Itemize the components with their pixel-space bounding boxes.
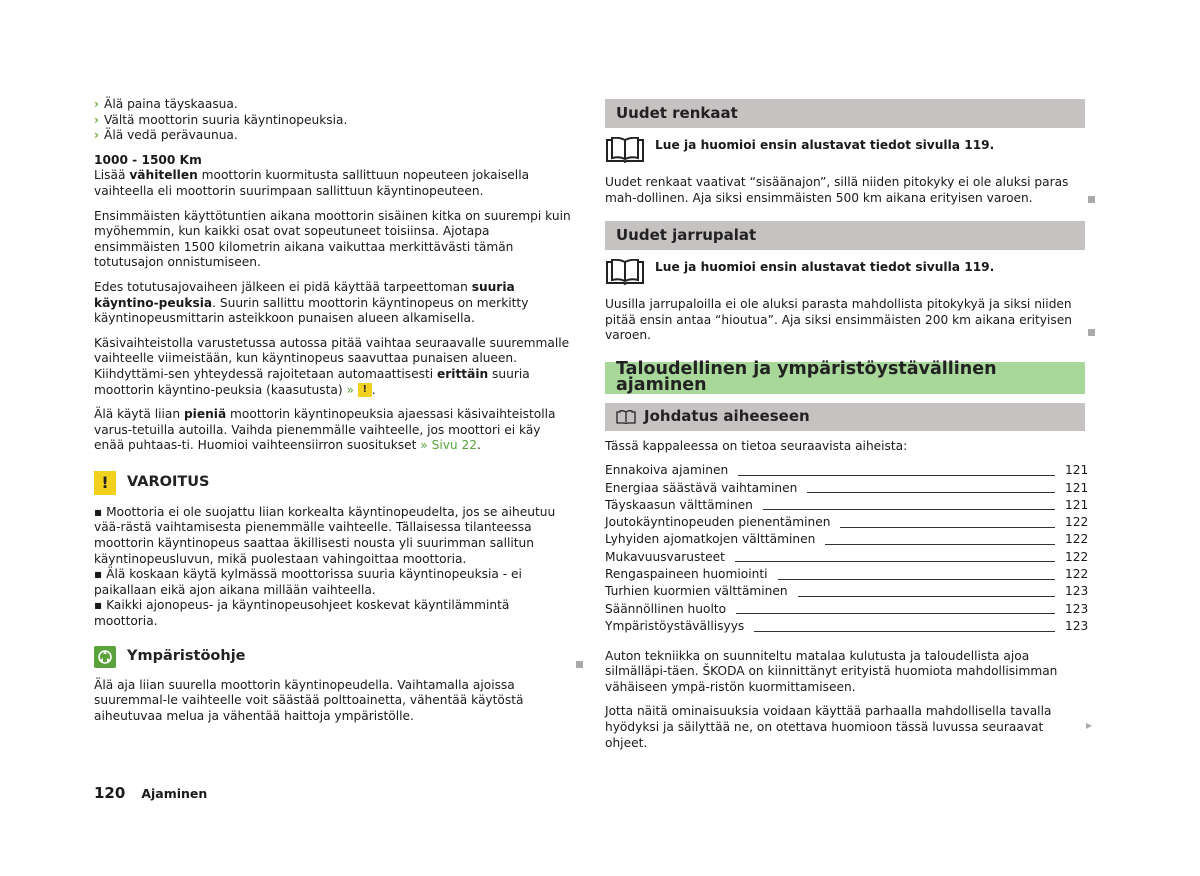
warning-item: ▪ Kaikki ajonopeus- ja käyntinopeusohjeet koskevat käyntilämmintä moottoria.	[94, 598, 510, 629]
paragraph: Uusilla jarrupaloilla ei ole aluksi parasta mahdollista pitokykyä ja siksi niiden pitää ensin antaa “hioutua”. Aja siksi ensimmäisten 200 km aikana erityisen varoen.	[605, 297, 1072, 343]
subsection-title: Johdatus aiheeseen	[644, 407, 810, 426]
paragraph: Lisää vähitellen moottorin kuormitusta sallittuun nopeuteen jokaisella vaihteella eli moottorin suurimpaan sallittuun käyntinopeuteen.	[94, 168, 530, 198]
list-item: › Vältä moottorin suuria käyntinopeuksia.	[94, 112, 348, 127]
warning-text	[94, 505, 574, 630]
list-item: › Älä paina täyskaasua.	[94, 97, 238, 111]
info-note: Lue ja huomioi ensin alustavat tiedot sivulla 119.	[605, 137, 1085, 163]
subsection-header	[605, 403, 1085, 431]
toc-item[interactable]: Täyskaasun välttäminen 121	[605, 497, 1089, 512]
chapter-name: Ajaminen	[141, 786, 208, 801]
right-column	[605, 99, 1089, 751]
paragraph: Tässä kappaleessa on tietoa seuraavista aiheista:	[605, 438, 908, 453]
warning-title: VAROITUS	[127, 474, 210, 491]
paragraph: Älä käytä liian pieniä moottorin käyntinopeuksia ajaessasi käsivaihteistolla varus-tetuilla autoilla. Vaihda pienemmälle vaihteelle, jos moottori ei käy enää puhtaas-ti. Huomioi vaihteensiirron suositukset » Sivu 22.	[94, 407, 556, 453]
warning-header	[94, 471, 574, 495]
paragraph: Uudet renkaat vaativat “sisäänajon”, sillä niiden pitokyky ei ole aluksi paras mah-dollinen. Aja siksi ensimmäisten 500 km aikana erityisen varoen.	[605, 175, 1069, 205]
arrow-icon: ›	[94, 97, 99, 111]
toc-item[interactable]: Säännöllinen huolto 123	[605, 601, 1089, 616]
left-column	[94, 97, 574, 724]
section-end-mark	[576, 661, 583, 668]
paragraph: Auton tekniikka on suunniteltu matalaa kulutusta ja taloudellista ajoa silmälläpi-täen. ŠKODA on kiinnittänyt erityistä huomiota mahdollisimman vähäiseen ympä-ristön kuormittamiseen.	[605, 648, 1058, 694]
paragraph: Jotta näitä ominaisuuksia voidaan käyttää parhaalla mahdollisella tavalla hyödyksi ja säilyttää ne, on otettava huomioon tässä luvussa seuraavat ohjeet.	[605, 704, 1052, 750]
book-icon	[616, 410, 636, 424]
book-icon	[605, 259, 645, 285]
chapter-title: Taloudellinen ja ympäristöystävällinen ajaminen	[605, 362, 1085, 394]
toc-item[interactable]: Turhien kuormien välttäminen 123	[605, 584, 1089, 599]
recycle-icon	[94, 646, 116, 668]
warning-icon: !	[94, 471, 116, 495]
section-title: Uudet renkaat	[605, 99, 1085, 128]
page-link[interactable]: » Sivu 22	[420, 438, 478, 453]
arrow-icon: ›	[94, 112, 99, 127]
page-number: 120	[94, 784, 126, 802]
toc-list	[605, 462, 1089, 635]
environment-text: Älä aja liian suurella moottorin käyntinopeudella. Vaihtamalla ajoissa suuremmal-le vaihteelle voit säästää polttoainetta, vähentää käytöstä aiheutuvaa melua ja vähentää haittoja ympäristölle.	[94, 677, 524, 723]
toc-item[interactable]: Joutokäyntinopeuden pienentäminen 122	[605, 515, 1089, 530]
environment-title: Ympäristöohje	[127, 647, 246, 664]
bullet-list	[94, 97, 574, 144]
warning-item: ▪ Moottoria ei ole suojattu liian korkealta käyntinopeudelta, jos se aiheutuu vää-rästä vaihtamisesta pienemmälle vaihteelle. Tällaisessa tilanteessa moottorin käyntinopeus saattaa äkillisesti nousta yli suurimman sallitun käyntinopeusluvun, mikä puolestaan vahingoittaa moottoria.	[94, 504, 556, 566]
warning-item: ▪ Älä koskaan käytä kylmässä moottorissa suuria käyntinopeuksia - ei paikallaan eikä ajon aikana millään vaihteella.	[94, 567, 522, 597]
list-item: › Älä vedä perävaunua.	[94, 128, 238, 143]
warning-ref-icon[interactable]: !	[358, 383, 372, 397]
toc-item[interactable]: Ympäristöystävällisyys 123	[605, 618, 1089, 633]
environment-header	[94, 645, 574, 669]
toc-item[interactable]: Lyhyiden ajomatkojen välttäminen 122	[605, 532, 1089, 547]
section-end-mark	[1088, 196, 1095, 203]
paragraph: Edes totutusajovaiheen jälkeen ei pidä käyttää tarpeettoman suuria käyntino-peuksia. Suurin sallittu moottorin käyntinopeus on merkitty käyntinopeusmittarin asteikkoon punaisen alueen alkamisella.	[94, 279, 529, 326]
continue-arrow-icon: ▸	[1086, 718, 1093, 732]
section-title: Uudet jarrupalat	[605, 221, 1085, 250]
arrow-icon: ›	[94, 128, 99, 143]
info-note: Lue ja huomioi ensin alustavat tiedot sivulla 119.	[605, 259, 1085, 285]
km-heading: 1000 - 1500 Km	[94, 152, 202, 167]
toc-item[interactable]: Energiaa säästävä vaihtaminen 121	[605, 480, 1089, 495]
toc-item[interactable]: Rengaspaineen huomiointi 122	[605, 567, 1089, 582]
section-end-mark	[1088, 329, 1095, 336]
page-footer	[94, 786, 207, 802]
paragraph: Käsivaihteistolla varustetussa autossa pitää vaihtaa seuraavalle suuremmalle vaihteelle viimeistään, kun käyntinopeus saavuttaa punaisen alueen. Kiihdyttämi-sen yhteydessä rajoitetaan automaattisesti erittäin suuria moottorin käyntino-peuksia (kaasutusta) » ! .	[94, 335, 570, 397]
toc-item[interactable]: Ennakoiva ajaminen 121	[605, 463, 1089, 478]
reference-link[interactable]: »	[346, 382, 354, 397]
toc-item[interactable]: Mukavuusvarusteet 122	[605, 549, 1089, 564]
book-icon	[605, 137, 645, 163]
paragraph: Ensimmäisten käyttötuntien aikana moottorin sisäinen kitka on suurempi kuin myöhemmin, kun kaikki osat ovat sopeutuneet toisiinsa. Ajotapa ensimmäisten 1500 kilometrin aikana vaikuttaa merkittävästi tämän totutusajon onnistumiseen.	[94, 208, 571, 270]
